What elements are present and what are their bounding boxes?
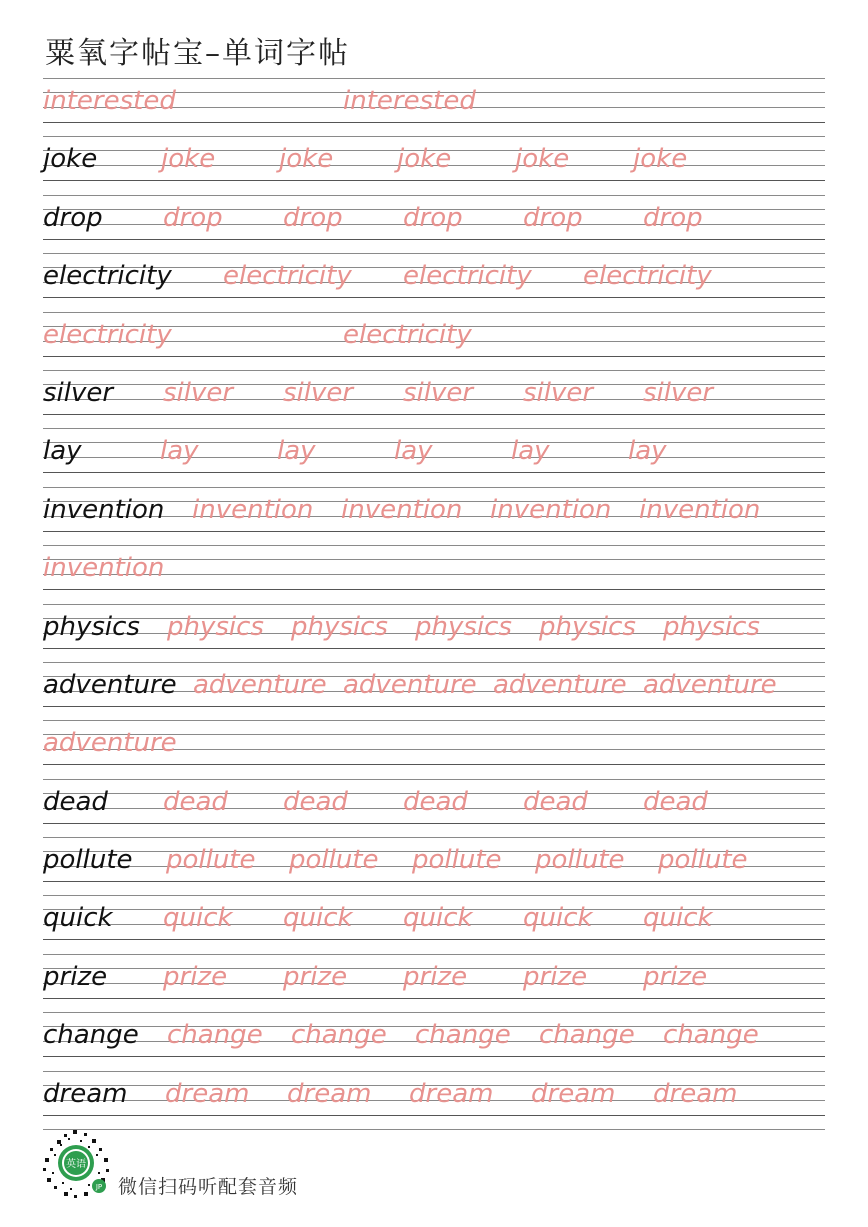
trace-word: dead (523, 786, 588, 817)
guide-line (43, 136, 825, 137)
practice-row (43, 195, 825, 253)
practice-row (43, 662, 825, 720)
guide-line (43, 195, 825, 196)
trace-word: prize (403, 961, 468, 992)
model-word: drop (43, 202, 103, 233)
guide-line (43, 78, 825, 79)
guide-line (43, 662, 825, 663)
model-word: dream (43, 1078, 128, 1109)
trace-word: joke (633, 144, 688, 175)
trace-word: prize (283, 961, 348, 992)
practice-row (43, 954, 825, 1012)
trace-word: physics (663, 611, 760, 642)
trace-word: dream (409, 1078, 494, 1109)
practice-row (43, 779, 825, 837)
trace-word: adventure (43, 728, 177, 759)
trace-word: interested (343, 86, 476, 116)
trace-word: dead (643, 786, 708, 817)
trace-word: silver (643, 377, 714, 408)
trace-word: quick (643, 903, 713, 934)
model-word: silver (43, 377, 114, 408)
trace-word: physics (539, 611, 636, 642)
trace-word: adventure (493, 669, 627, 700)
guide-line (43, 998, 825, 999)
trace-word: pollute (658, 845, 748, 876)
trace-word: change (663, 1020, 759, 1051)
trace-word: electricity (343, 319, 472, 350)
audio-caption: 微信扫码听配套音频 (118, 1176, 299, 1198)
trace-word: dead (403, 786, 468, 817)
trace-word: silver (283, 377, 354, 408)
guide-line (43, 1115, 825, 1116)
model-word: adventure (43, 669, 177, 700)
trace-word: prize (643, 961, 708, 992)
trace-word: dream (287, 1078, 372, 1109)
trace-word: lay (628, 436, 667, 467)
qr-badge-label: JP (95, 1183, 103, 1191)
model-word: invention (43, 494, 165, 525)
trace-word: joke (515, 144, 570, 175)
trace-word: invention (341, 494, 463, 525)
trace-word: interested (43, 86, 176, 116)
guide-line (43, 1056, 825, 1057)
trace-word: pollute (412, 845, 502, 876)
trace-word: physics (167, 611, 264, 642)
trace-word: drop (283, 202, 343, 233)
trace-word: physics (415, 611, 512, 642)
trace-word: silver (163, 377, 234, 408)
trace-word: quick (283, 903, 353, 934)
practice-row (43, 1071, 825, 1129)
trace-word: change (415, 1020, 511, 1051)
trace-word: electricity (43, 319, 172, 350)
qr-center-label: 英语 (66, 1159, 86, 1170)
practice-row (43, 370, 825, 428)
trace-word: electricity (583, 261, 712, 292)
guide-line (43, 648, 825, 649)
trace-word: invention (43, 553, 165, 584)
trace-word: pollute (166, 845, 256, 876)
trace-word: dead (163, 786, 228, 817)
guide-line (43, 531, 825, 532)
trace-word: change (291, 1020, 387, 1051)
trace-word: dream (653, 1078, 738, 1109)
guide-line (43, 764, 825, 765)
guide-line (43, 895, 825, 896)
trace-word: joke (279, 144, 334, 175)
model-word: dead (43, 786, 108, 817)
guide-line (43, 122, 825, 123)
guide-line (43, 939, 825, 940)
guide-line (43, 1129, 825, 1130)
trace-word: prize (163, 961, 228, 992)
guide-line (43, 487, 825, 488)
guide-line (43, 589, 825, 590)
model-word: quick (43, 903, 113, 934)
trace-word: change (167, 1020, 263, 1051)
guide-line (43, 356, 825, 357)
trace-word: drop (403, 202, 463, 233)
trace-word: dream (165, 1078, 250, 1109)
guide-line (43, 312, 825, 313)
model-word: pollute (43, 845, 133, 876)
trace-word: invention (192, 494, 314, 525)
model-word: physics (43, 611, 140, 642)
trace-word: lay (394, 436, 433, 467)
trace-word: lay (511, 436, 550, 467)
guide-line (43, 253, 825, 254)
model-word: joke (43, 144, 98, 175)
guide-line (43, 414, 825, 415)
practice-row (43, 837, 825, 895)
practice-row (43, 78, 825, 136)
practice-row (43, 136, 825, 194)
trace-word: lay (160, 436, 199, 467)
trace-word: drop (523, 202, 583, 233)
guide-line (43, 954, 825, 955)
model-word: electricity (43, 261, 172, 292)
guide-line (43, 545, 825, 546)
practice-row (43, 604, 825, 662)
trace-word: pollute (289, 845, 379, 876)
practice-row (43, 720, 825, 778)
model-word: prize (43, 961, 108, 992)
trace-word: drop (643, 202, 703, 233)
qr-code-icon[interactable] (40, 1128, 112, 1200)
guide-line (43, 720, 825, 721)
trace-word: adventure (343, 669, 477, 700)
guide-line (43, 370, 825, 371)
trace-word: adventure (193, 669, 327, 700)
guide-line (43, 881, 825, 882)
trace-word: silver (403, 377, 474, 408)
trace-word: change (539, 1020, 635, 1051)
page-title: 粟氧字帖宝–单词字帖 (45, 36, 350, 71)
trace-word: physics (291, 611, 388, 642)
guide-line (43, 1012, 825, 1013)
guide-line (43, 1071, 825, 1072)
trace-word: quick (163, 903, 233, 934)
guide-line (43, 180, 825, 181)
trace-word: pollute (535, 845, 625, 876)
trace-word: invention (490, 494, 612, 525)
trace-word: joke (397, 144, 452, 175)
trace-word: joke (161, 144, 216, 175)
guide-line (43, 823, 825, 824)
practice-row (43, 312, 825, 370)
practice-row (43, 428, 825, 486)
trace-word: adventure (643, 669, 777, 700)
guide-line (43, 837, 825, 838)
trace-word: dead (283, 786, 348, 817)
guide-line (43, 239, 825, 240)
guide-line (43, 604, 825, 605)
trace-word: drop (163, 202, 223, 233)
trace-word: quick (403, 903, 473, 934)
guide-line (43, 428, 825, 429)
model-word: change (43, 1020, 139, 1051)
model-word: lay (43, 436, 82, 467)
practice-row (43, 895, 825, 953)
trace-word: dream (531, 1078, 616, 1109)
trace-word: quick (523, 903, 593, 934)
trace-word: lay (277, 436, 316, 467)
practice-row (43, 253, 825, 311)
trace-word: silver (523, 377, 594, 408)
practice-row (43, 545, 825, 603)
trace-word: prize (523, 961, 588, 992)
guide-line (43, 297, 825, 298)
practice-row (43, 1012, 825, 1070)
guide-line (43, 472, 825, 473)
trace-word: electricity (223, 261, 352, 292)
guide-line (43, 706, 825, 707)
practice-sheet (43, 78, 825, 1130)
guide-line (43, 779, 825, 780)
practice-row (43, 487, 825, 545)
trace-word: electricity (403, 261, 532, 292)
trace-word: invention (639, 494, 761, 525)
